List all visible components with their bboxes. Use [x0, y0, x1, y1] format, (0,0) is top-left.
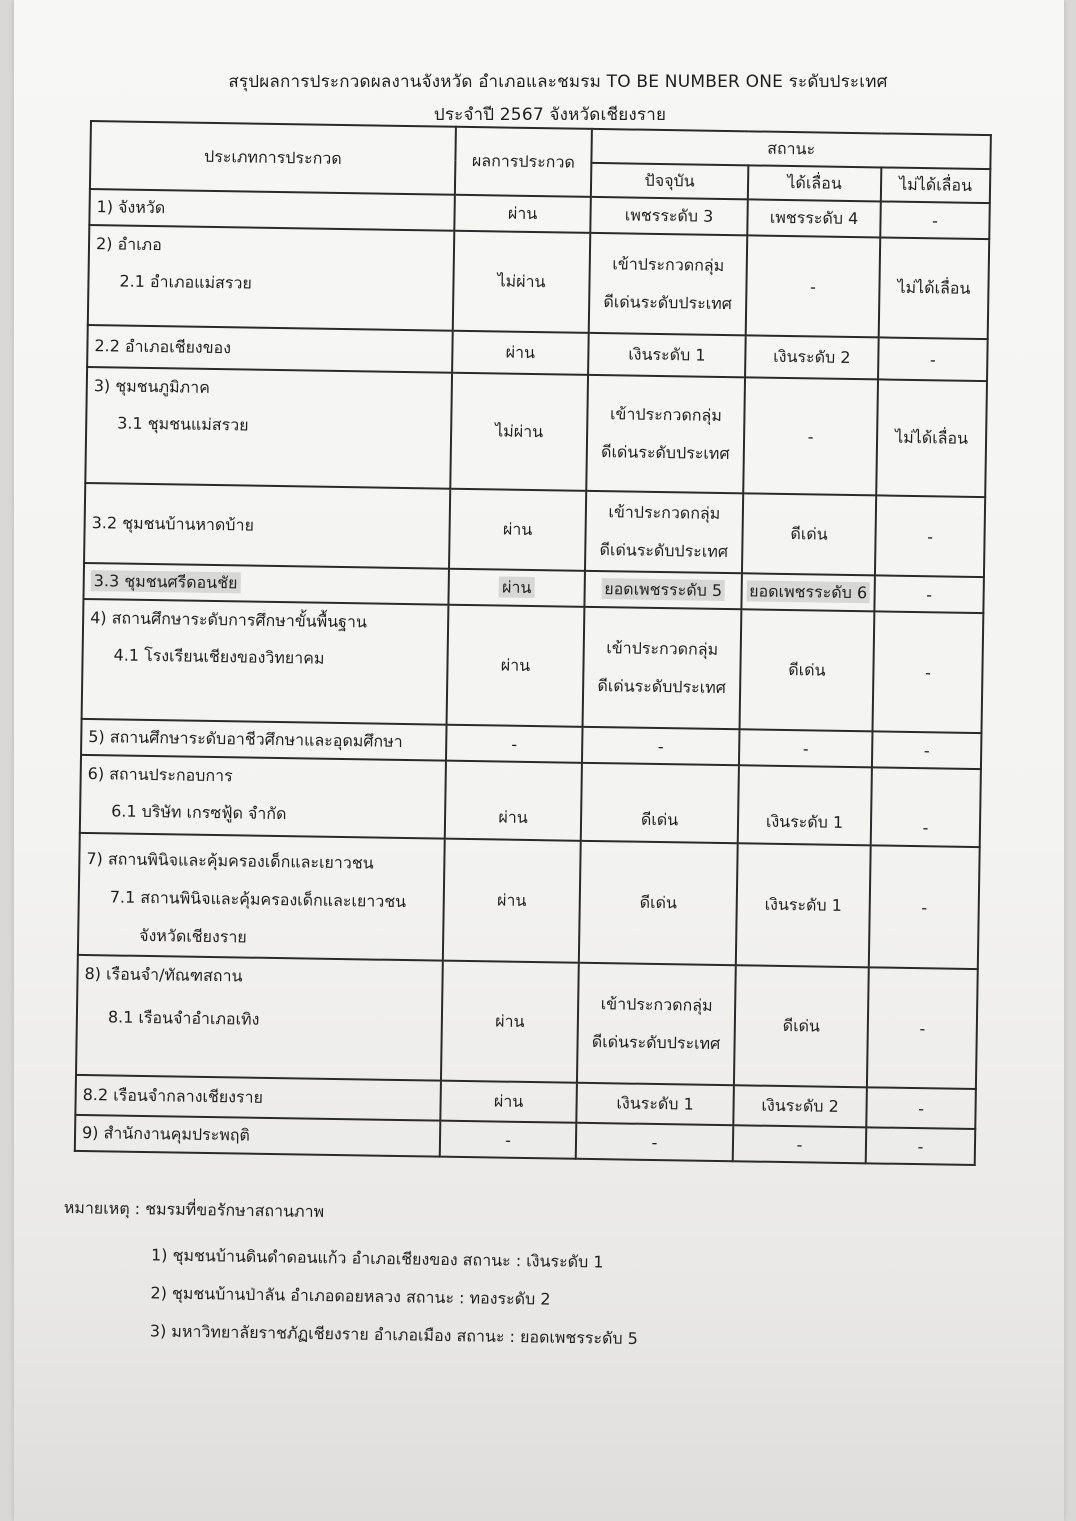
header-not-promoted: ไม่ได้เลื่อน [881, 167, 991, 203]
table-row: 1) จังหวัด ผ่าน เพชรระดับ 3 เพชรระดับ 4 - [89, 189, 989, 239]
table-row: 6) สถานประกอบการ 6.1 บริษัท เกรซฟู้ด จำกัด ผ่าน ดีเด่น เงินระดับ 1 - [80, 755, 981, 847]
header-promoted: ได้เลื่อน [748, 165, 882, 201]
table-row: 7) สถานพินิจและคุ้มครองเด็กและเยาวชน 7.1 สถานพินิจและคุ้มครองเด็กและเยาวชน จังหวัดเชียงราย ผ่าน ดีเด่น เงินระดับ 1 - [78, 833, 980, 969]
note-item: 2) ชุมชนบ้านป่าลัน อำเภอดอยหลวง สถานะ : ทองระดับ 2 [150, 1283, 551, 1309]
table-row: 9) สำนักงานคุมประพฤติ - - - - [75, 1115, 975, 1165]
table-row: 3.2 ชุมชนบ้านหาดบ้าย ผ่าน เข้าประกวดกลุ่ม ดีเด่นระดับประเทศ ดีเด่น - [84, 483, 985, 577]
header-category: ประเภทการประกวด [90, 121, 456, 195]
table-row: 5) สถานศึกษาระดับอาชีวศึกษาและอุดมศึกษา - - - - [81, 719, 981, 769]
table-row-highlighted: 3.3 ชุมชนศรีดอนชัย ผ่าน ยอดเพชรระดับ 5 ยอดเพชรระดับ 6 - [83, 563, 983, 613]
table-row: 8) เรือนจำ/ทัณฑสถาน 8.1 เรือนจำอำเภอเทิง ผ่าน เข้าประกวดกลุ่ม ดีเด่นระดับประเทศ ดีเด่น - [76, 955, 978, 1089]
table-row: 2.2 อำเภอเชียงของ ผ่าน เงินระดับ 1 เงินระดับ 2 - [87, 325, 988, 381]
header-result: ผลการประกวด [455, 127, 592, 197]
document-subtitle: ประจำปี 2567 จังหวัดเชียงราย [433, 105, 667, 125]
results-table [74, 120, 992, 1166]
notes-heading: หมายเหตุ : ชมรมที่ขอรักษาสถานภาพ [63, 1197, 325, 1222]
table-row: 8.2 เรือนจำกลางเชียงราย ผ่าน เงินระดับ 1 เงินระดับ 2 - [75, 1075, 976, 1129]
note-item: 1) ชุมชนบ้านดินดำดอนแก้ว อำเภอเชียงของ สถานะ : เงินระดับ 1 [150, 1245, 604, 1272]
note-item: 3) มหาวิทยาลัยราชภัฏเชียงราย อำเภอเมือง สถานะ : ยอดเพชรระดับ 5 [149, 1321, 639, 1349]
header-current: ปัจจุบัน [591, 163, 749, 199]
table-row: 3) ชุมชนภูมิภาค 3.1 ชุมชนแม่สรวย ไม่ผ่าน เข้าประกวดกลุ่ม ดีเด่นระดับประเทศ - ไม่ได้เลื่อน [85, 367, 987, 497]
table-row: 4) สถานศึกษาระดับการศึกษาขั้นพื้นฐาน 4.1 โรงเรียนเชียงของวิทยาคม ผ่าน เข้าประกวดกลุ่ม ดีเด่นระดับประเทศ ดีเด่น - [82, 599, 984, 733]
header-status: สถานะ [591, 129, 990, 169]
notes-section [62, 1196, 1024, 1364]
table-row: 2) อำเภอ 2.1 อำเภอแม่สรวย ไม่ผ่าน เข้าประกวดกลุ่ม ดีเด่นระดับประเทศ - ไม่ได้เลื่อน [88, 225, 989, 339]
document-title: สรุปผลการประกวดผลงานจังหวัด อำเภอและชมรม TO BE NUMBER ONE ระดับประเทศ [228, 72, 888, 92]
